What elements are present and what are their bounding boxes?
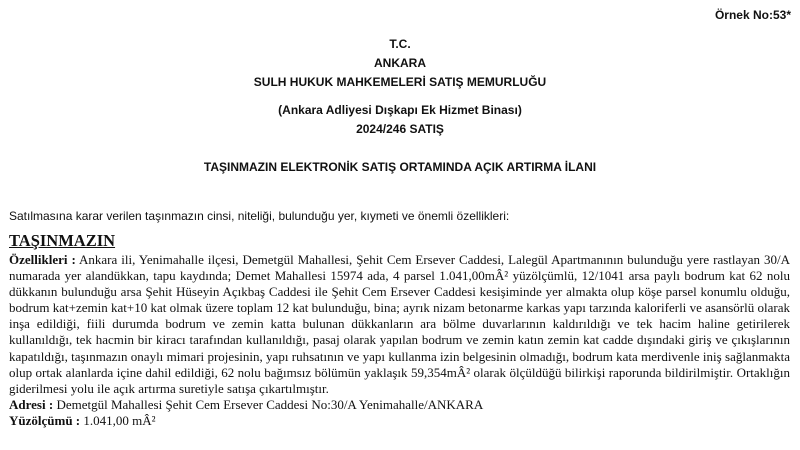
- announcement-title: TAŞINMAZIN ELEKTRONİK SATIŞ ORTAMINDA AÇIK ARTIRMA İLANI: [203, 160, 597, 174]
- section-title: TAŞINMAZIN: [9, 231, 116, 250]
- header-building: (Ankara Adliyesi Dışkapı Ek Hizmet Binası): [278, 103, 522, 117]
- address-value: Demetgül Mahallesi Şehit Cem Ersever Caddesi No:30/A Yenimahalle/ANKARA: [53, 396, 484, 412]
- header-tc: T.C.: [389, 37, 411, 51]
- address-label: Adresi :: [9, 396, 54, 412]
- header-city: ANKARA: [374, 56, 426, 70]
- header-office: SULH HUKUK MAHKEMELERİ SATIŞ MEMURLUĞU: [253, 75, 547, 89]
- area-value: 1.041,00 mÂ²: [80, 412, 156, 428]
- address-line: [9, 397, 790, 413]
- header-case-number: 2024/246 SATIŞ: [356, 122, 444, 136]
- area-label: Yüzölçümü :: [9, 412, 81, 428]
- document-header: [0, 35, 800, 139]
- sample-number: Örnek No:53*: [714, 8, 791, 22]
- features-paragraph: [9, 252, 790, 397]
- features-label: Özellikleri :: [9, 252, 76, 267]
- area-line: [9, 413, 790, 429]
- features-text: Ankara ili, Yenimahalle ilçesi, Demetgül Mahallesi, Şehit Cem Ersever Caddesi, Lalegül Apartmanının bulunduğu yere rastlayan 30/A numarada yer alandükkan, tapu kaydında; Demet Mahallesi 15974 ada, 4 parsel 1.041,00mÂ² yüzölçümlü, 12/1041 arsa paylı bodrum kat 62 nolu dükkanın bulunduğu arsa Şehit Hüseyin Açıkbaş Caddesi ile Şehit Cem Ersever Caddesi kesişiminde yer almakta olup köşe parsel konumlu olduğu, bodrum kat+zemin kat+10 kat olmak üzere toplam 12 kat bulunduğu, bina; ayrık nizam betonarme karkas yapı tarzında kaloriferli ve asansörlü olarak inşa edildiği, fiili durumda bodrum ve zemin katta bulunan dükkanların ara bölme duvarlarının kaldırıldığı ve tek hacim haline getirilerek kullanıldığı, tek hacmin bir kiracı tarafından kullanıldığı, pasaj olarak yapılan bodrum ve zemin katın zemin kat cadde dışındaki giriş ve çıkışlarının kapatıldığı, taşınmazın onaylı mimari projesinin, yapı ruhsatının ve yapı kullanma izin belgesinin olmadığı, bodrum kata merdivenle iniş sağlanmakta olup ortak alanlarda içine dahil edildiği, 62 nolu bağımsız bölümün yaklaşık 59,354mÂ² olarak ölçüldüğü bilirkişi raporunda bildirilmiştir. Ortaklığın giderilmesi yolu ile açık artırma suretiyle satışa çıkartılmıştır.: [9, 252, 791, 396]
- intro-text: Satılmasına karar verilen taşınmazın cinsi, niteliği, bulunduğu yer, kıymeti ve önemli özellikleri:: [9, 209, 510, 223]
- property-details: [9, 252, 790, 429]
